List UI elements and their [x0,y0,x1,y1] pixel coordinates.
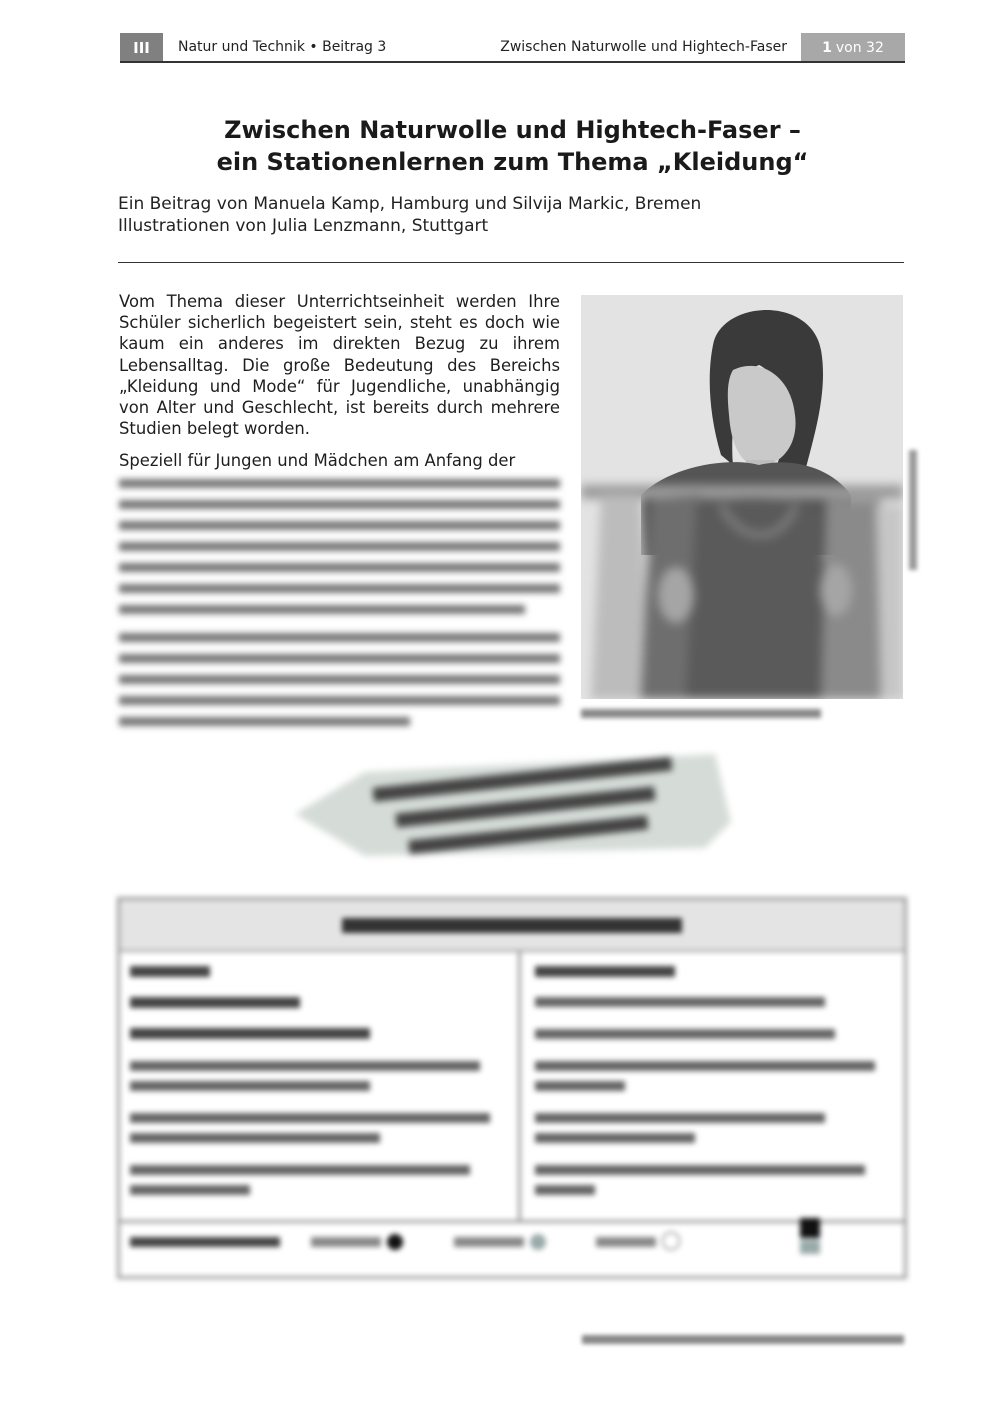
legend-partial-icon [800,1240,820,1254]
title-separator [118,262,904,263]
overview-left-column [130,960,500,1195]
photo-caption-blurred [581,705,821,718]
series-label: Natur und Technik • Beitrag 3 [178,39,387,55]
legend-full-icon [800,1218,820,1238]
subjects-row [130,1232,706,1251]
overview-box [117,897,907,1279]
full-dot-icon [387,1234,403,1250]
cover-photo [581,295,903,699]
byline [118,193,903,237]
online-supplement-banner [295,752,735,862]
blurred-paragraph [119,474,560,616]
woman-clothes-rack-photo [581,295,903,699]
title-line-2: ein Stationenlernen zum Thema „Kleidung“ [216,148,809,176]
blurred-paragraph [119,628,560,738]
authors-line: Ein Beitrag von Manuela Kamp, Hamburg und Silvija Markic, Bremen [118,194,702,214]
volume-badge: III [120,33,163,62]
running-title: Zwischen Naturwolle und Hightech-Faser [500,39,787,55]
copyright-footer [582,1331,904,1344]
page-indicator [801,33,905,62]
photo-credit-blurred [909,450,917,570]
overview-box-header [120,900,904,952]
box-footer-divider [120,1220,904,1223]
page-number: 1 [822,39,832,56]
title-line-1: Zwischen Naturwolle und Hightech-Faser – [224,116,801,144]
intro-paragraph: Vom Thema dieser Unterrichtseinheit werden Ihre Schüler sicherlich begeistert sein, steht es doch wie kaum ein anderes im direkten Bezug zu ihrem Lebensalltag. Die große Bedeutung des Bereichs „Kleidung und Mode“ für Jugendliche, unabhängig von Alter und Geschlecht, ist bereits durch mehrere Studien belegt worden. [119,292,560,439]
overview-right-column [535,960,895,1195]
document-title [120,114,905,178]
half-dot-icon [530,1234,546,1250]
empty-dot-icon [662,1232,680,1250]
illustrations-line: Illustrationen von Julia Lenzmann, Stuttgart [118,216,489,236]
header-rule [120,61,905,63]
second-paragraph-start: Speziell für Jungen und Mädchen am Anfang der [119,451,516,470]
page-header [120,33,905,62]
page-total: von 32 [835,39,884,56]
box-column-divider [518,952,521,1220]
